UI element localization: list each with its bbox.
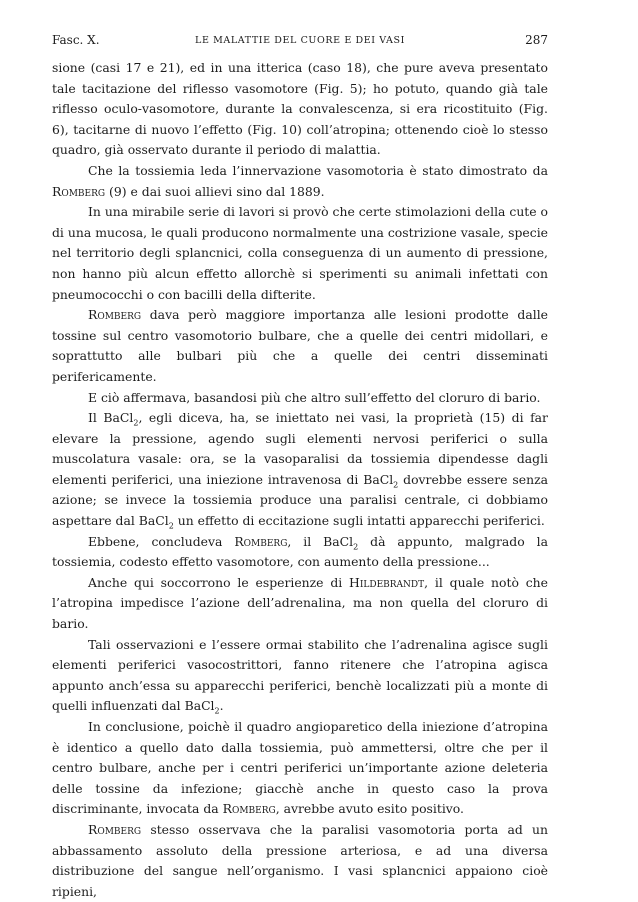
text-run: dovrebbe essere senza azione; se invece la tossiemia produce una paralisi centrale, ci dobbiamo aspettare dal BaCl <box>52 471 548 529</box>
text-run: In una mirabile serie di lavori si provò che certe stimolazioni della cute o di una mucosa, le quali producono normalmente una costrizione vasale, specie nel territorio degli splancnici, colla conseguenza di un aumento di pressione, non hanno più alcun effetto allorchè si sperimenti su animali infettati con pneumococchi o con bacilli della difterite. <box>52 204 549 302</box>
text-run: Che la tossiemia leda l’innervazione vasomotoria è stato dimostrato da <box>88 162 548 178</box>
text-run: sione (casi 17 e 21), ed in una itterica (caso 18), che pure aveva presentato tale tacitazione del riflesso vasomotore (Fig. 5); ho potuto, quando già tale riflesso oculo-vasomotore, durante la convalescenza, si era ricostituito (Fig. 6), tacitarne di nuovo l’effetto (Fig. 10) coll’atropina; ottenendo cioè lo stesso quadro, già osservato durante il periodo di malattia. <box>52 60 548 158</box>
paragraph <box>52 635 548 717</box>
paragraph <box>52 388 548 409</box>
paragraph <box>52 161 548 202</box>
text-run: , avrebbe avuto esito positivo. <box>275 801 464 817</box>
running-title: LE MALATTIE DEL CUORE E DEI VASI <box>195 35 405 46</box>
text-run: , egli diceva, ha, se iniettato nei vasi, la proprietà (15) di far elevare la pressione, agendo sugli elementi nervosi periferici o sulla muscolatura vasale: ora, se la vasoparalisi da tossiemia dipendesse dagli elementi periferici, una iniezione intravenosa di BaCl <box>52 410 548 487</box>
paragraph <box>52 202 548 305</box>
text-run: Il BaCl <box>88 410 134 426</box>
text-run: (9) e dai suoi allievi sino dal 1889. <box>105 183 325 199</box>
text-run: Tali osservazioni e l’essere ormai stabilito che l’adrenalina agisce sugli elementi periferici vasocostrittori, fanno ritenere che l’atropina agisca appunto anch’essa su apparecchi periferici, benchè localizzati più a monte di quelli influenzati dal BaCl <box>52 636 548 714</box>
subscript: 2 <box>214 706 220 716</box>
author-name: Hildebrandt <box>349 574 425 590</box>
page-number: 287 <box>525 33 548 47</box>
paragraph <box>52 820 548 902</box>
fascicle-label: Fasc. X. <box>52 33 100 47</box>
text-run: , il BaCl <box>287 533 354 549</box>
subscript: 2 <box>168 521 174 531</box>
paragraph <box>52 305 548 387</box>
text-run: E ciò affermava, basandosi più che altro sull’effetto del cloruro di bario. <box>88 389 541 405</box>
text-run: In conclusione, poichè il quadro angioparetico della iniezione d’atropina è identico a quello dato dalla tossiemia, può ammettersi, oltre che per il centro bulbare, anche per i centri periferici un’importante azione deleteria delle tossine da infezione; giacchè anche in questo caso la prova discriminante, invocata da <box>52 719 548 817</box>
author-name: Romberg <box>52 183 106 199</box>
text-run: . <box>219 698 224 714</box>
author-name: Romberg <box>234 533 288 549</box>
paragraph <box>52 58 548 161</box>
body-text <box>52 58 548 902</box>
paragraph <box>52 717 548 820</box>
paragraph <box>52 573 548 635</box>
subscript: 2 <box>133 418 139 428</box>
text-run: un effetto di eccitazione sugli intatti apparecchi periferici. <box>173 513 545 529</box>
page-header <box>52 33 548 51</box>
subscript: 2 <box>353 542 359 552</box>
paragraph <box>52 408 548 532</box>
text-run: Anche qui soccorrono le esperienze di <box>88 574 350 590</box>
text-run: stesso osservava che la paralisi vasomotoria porta ad un abbassamento assoluto della pressione arteriosa, e ad una diversa distribuzione del sangue nell’organismo. I vasi splancnici appaiono cioè ripieni, <box>52 821 548 899</box>
subscript: 2 <box>393 480 399 490</box>
text-run: dava però maggiore importanza alle lesioni prodotte dalle tossine sul centro vasomotorio bulbare, che a quelle dei centri midollari, e soprattutto alle bulbari più che a quelle dei centri disseminati perifericamente. <box>52 307 548 384</box>
author-name: Romberg <box>88 821 142 837</box>
text-run: , il quale notò che l’atropina impedisce l’azione dell’adrenalina, ma non quella del cloruro di bario. <box>52 574 548 632</box>
text-run: Ebbene, concludeva <box>88 533 235 549</box>
author-name: Romberg <box>222 801 276 817</box>
author-name: Romberg <box>88 307 142 323</box>
text-run: dà appunto, malgrado la tossiemia, codesto effetto vasomotore, con aumento della pressione... <box>52 533 548 570</box>
paragraph <box>52 532 548 573</box>
